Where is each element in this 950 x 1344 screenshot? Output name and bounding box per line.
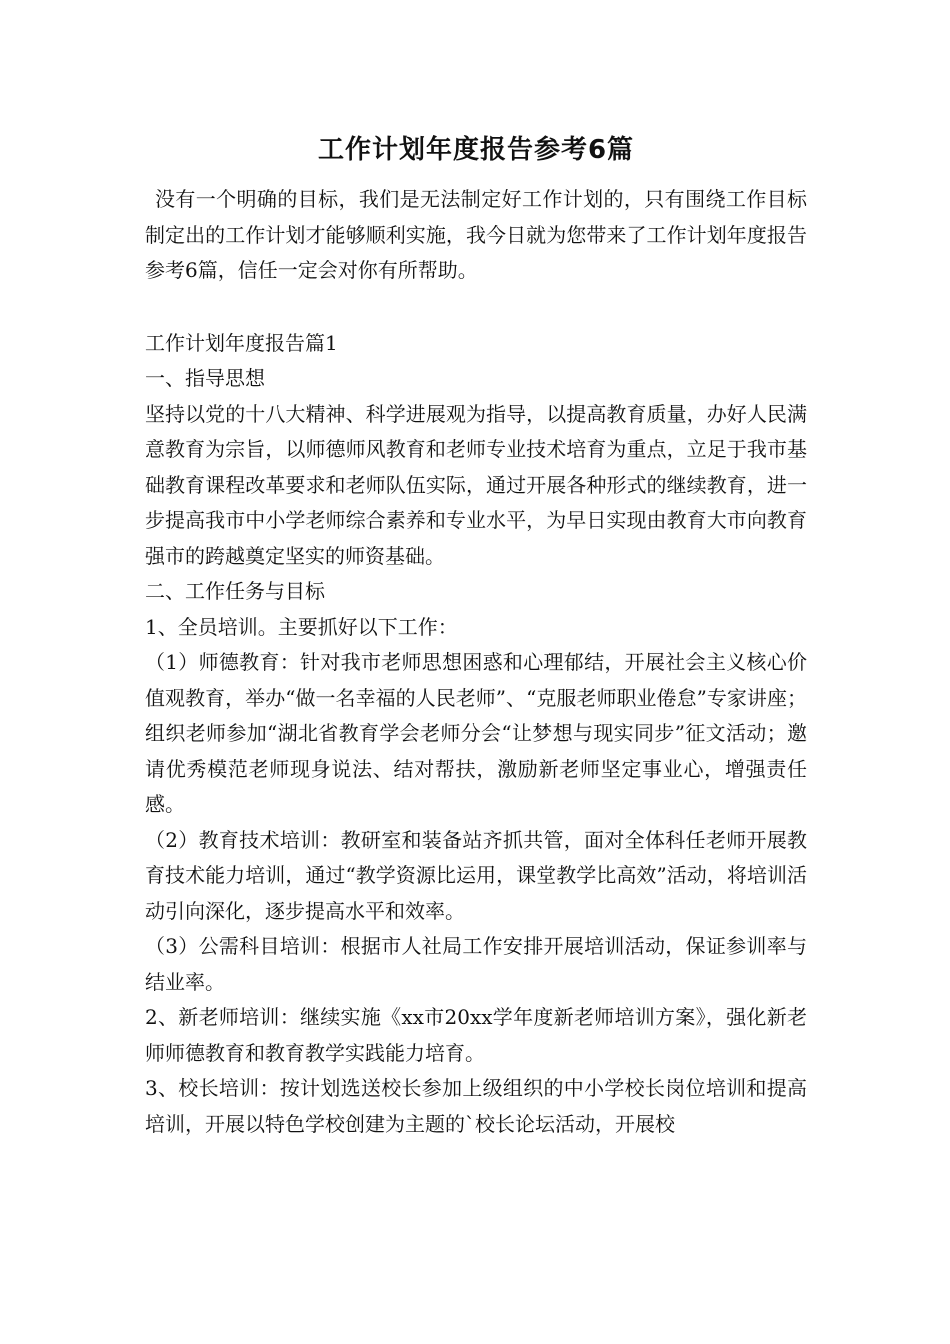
intro-paragraph: 没有一个明确的目标，我们是无法制定好工作计划的，只有围绕工作目标制定出的工作计划才能够顺利实施，我今日就为您带来了工作计划年度报告参考6篇，信任一定会对你有所帮助。: [145, 187, 807, 282]
subitem-ethics-education: （1）师德教育：针对我市老师思想困惑和心理郁结，开展社会主义核心价值观教育，举办“做一名幸福的人民老师”、“克服老师职业倦怠”专家讲座；组织老师参加“湖北省教育学会老师分会“让梦想与现实同步”征文活动；邀请优秀模范老师现身说法、结对帮扶，激励新老师坚定事业心，增强责任感。: [145, 650, 807, 816]
subitem-public-courses: （3）公需科目培训：根据市人社局工作安排开展培训活动，保证参训率与结业率。: [145, 934, 807, 994]
item-full-staff-training: 1、全员培训。主要抓好以下工作：: [145, 614, 458, 639]
document-title: 工作计划年度报告参考6篇: [317, 135, 635, 165]
paragraph-guiding-ideology: 坚持以党的十八大精神、科学进展观为指导，以提高教育质量，办好人民满意教育为宗旨，以师德师风教育和老师专业技术培育为重点，立足于我市基础教育课程改革要求和老师队伍实际，通过开展各种形式的继续教育，进一步提高我市中小学老师综合素养和专业水平，为早日实现由教育大市向教育强市的跨越奠定坚实的师资基础。: [145, 401, 807, 568]
item-new-teacher-training: 2、新老师培训：继续实施《xx市20xx学年度新老师培训方案》，强化新老师师德教育和教育教学实践能力培育。: [145, 1005, 807, 1065]
section-heading: 工作计划年度报告篇1: [145, 330, 338, 355]
item-principal-training: 3、校长培训：按计划选送校长参加上级组织的中小学校长岗位培训和提高培训，开展以特色学校创建为主题的`校长论坛活动，开展校: [145, 1076, 807, 1136]
heading-tasks-goals: 二、工作任务与目标: [145, 579, 325, 603]
subitem-technology-training: （2）教育技术培训：教研室和装备站齐抓共管，面对全体科任老师开展教育技术能力培训，通过“教学资源比运用，课堂教学比高效”活动，将培训活动引向深化，逐步提高水平和效率。: [145, 827, 807, 923]
heading-guiding-ideology: 一、指导思想: [145, 366, 265, 390]
document-page: [145, 128, 807, 1142]
